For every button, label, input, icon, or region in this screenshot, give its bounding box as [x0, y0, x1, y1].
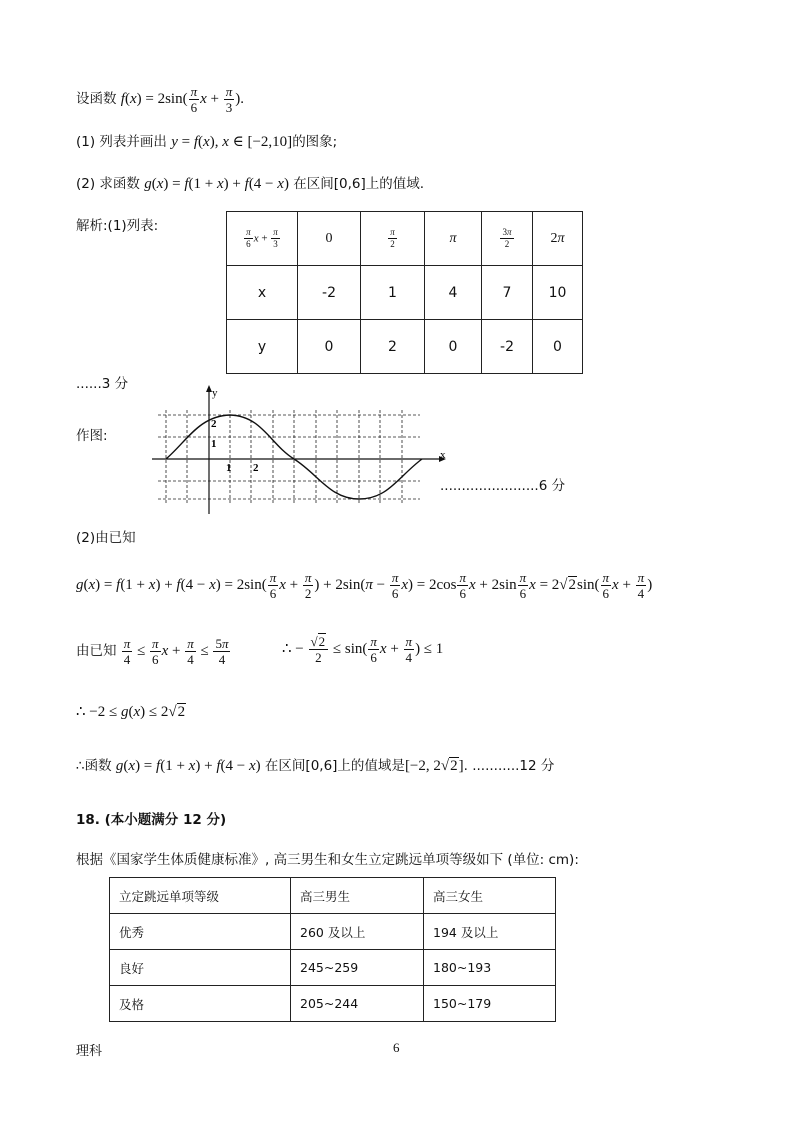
tick-y-2: 2: [211, 418, 217, 430]
part1-suffix: 的图象;: [292, 134, 338, 150]
table-cell: 245~259: [291, 950, 424, 986]
y-value: 0: [425, 320, 482, 374]
table-cell: 194 及以上: [424, 914, 556, 950]
intro-line: [76, 84, 244, 115]
table-row: [227, 266, 583, 320]
sine-graph: [152, 382, 452, 517]
row-y-label: y: [227, 320, 298, 374]
footer-subject: 理科: [76, 1043, 103, 1058]
part2-prefix: (2) 求函数: [76, 176, 140, 192]
function-definition: f(x) = 2sin( $\frac{\pi}{6}$ x + $\frac{\pi}{3}$ ).: [120, 84, 245, 115]
phase-cell-two-pi: 2π: [533, 212, 583, 266]
part2-line: [76, 172, 424, 193]
part1-formula: y = f(x), x ∈ [−2,10]: [171, 134, 293, 150]
final-mid: 在区间[0,6]上的值域是: [264, 758, 405, 774]
table-row: [227, 320, 583, 374]
table-row: [110, 914, 556, 950]
known-prefix: 由已知: [76, 642, 117, 659]
table-row: [227, 212, 583, 266]
table-cell: 205~244: [291, 986, 424, 1022]
header-cell: 立定跳远单项等级: [110, 878, 291, 914]
part1-prefix: (1) 列表并画出: [76, 134, 167, 150]
table-cell: 及格: [110, 986, 291, 1022]
score-6: .......................6 分: [440, 478, 566, 494]
table-row: [110, 986, 556, 1022]
g-derivation: g(x) = f(1 + x) + f(4 − x) = 2sin( $\frac{\pi}{6}$ x + $\frac{\pi}{2}$ ) + 2sin(π − $\frac{\pi}{6}$ x) = 2cos $\frac{\pi}{6}$ x + 2sin $\frac{\pi}{6}$ x = 2√2sin( $\frac{\pi}{6}$ x + $\frac{\pi}{4}$ ): [76, 570, 653, 601]
row-x-label: x: [227, 266, 298, 320]
table-row: [110, 878, 556, 914]
axis-label-x: x: [440, 449, 446, 461]
final-answer-line: [76, 754, 554, 775]
tick-x-1: 1: [226, 462, 232, 474]
part1-line: [76, 130, 337, 151]
standards-table: [109, 877, 556, 1022]
part2-intro: (2)由已知: [76, 530, 136, 546]
table-cell: 260 及以上: [291, 914, 424, 950]
score-3: ......3 分: [76, 376, 129, 392]
phase-cell-0: 0: [298, 212, 361, 266]
phase-header-cell: $\frac{\pi}{6}$ x + $\frac{\pi}{3}$: [227, 212, 298, 266]
tick-y-1: 1: [211, 438, 217, 450]
solution-label-table: 解析:(1)列表:: [76, 218, 159, 234]
x-value: -2: [298, 266, 361, 320]
sin-inequality: ∴ − $\frac{√2}{2}$ ≤ sin( $\frac{\pi}{6}$ x + $\frac{\pi}{4}$ ) ≤ 1: [282, 634, 444, 665]
table-cell: 优秀: [110, 914, 291, 950]
q18-intro: 根据《国家学生体质健康标准》, 高三男生和女生立定跳远单项等级如下 (单位: cm):: [76, 852, 579, 868]
part2-mid: 在区间[0,6]上的值域.: [293, 176, 425, 192]
y-value: -2: [482, 320, 533, 374]
y-value: 0: [298, 320, 361, 374]
score-12: . ...........12 分: [463, 758, 555, 774]
y-value: 2: [361, 320, 425, 374]
y-value: 0: [533, 320, 583, 374]
x-value: 7: [482, 266, 533, 320]
table-cell: 良好: [110, 950, 291, 986]
phase-inequality: $\frac{\pi}{4}$ ≤ $\frac{\pi}{6}$ x + $\frac{\pi}{4}$ ≤ $\frac{5\pi}{4}$: [123, 636, 229, 667]
page-number: 6: [393, 1040, 400, 1055]
table-row: [110, 950, 556, 986]
header-cell: 高三女生: [424, 878, 556, 914]
solution-label-graph: 作图:: [76, 428, 108, 444]
tick-x-2: 2: [253, 462, 259, 474]
final-range: [−2, 2√2]: [404, 758, 464, 774]
part2-formula: g(x) = f(1 + x) + f(4 − x): [144, 176, 289, 192]
table-cell: 150~179: [424, 986, 556, 1022]
phase-cell-half-pi: $\frac{\pi}{2}$: [361, 212, 425, 266]
header-cell: 高三男生: [291, 878, 424, 914]
q18-heading: 18. (本小题满分 12 分): [76, 812, 227, 828]
intro-prefix: 设函数: [76, 90, 117, 107]
g-range-inequality: ∴ −2 ≤ g(x) ≤ 2√2: [76, 704, 186, 720]
x-value: 1: [361, 266, 425, 320]
grid-lines: [158, 410, 420, 504]
phase-cell-pi: π: [425, 212, 482, 266]
value-table: [226, 211, 583, 374]
x-value: 4: [425, 266, 482, 320]
final-prefix: ∴函数: [76, 758, 112, 774]
final-formula: g(x) = f(1 + x) + f(4 − x): [115, 758, 261, 774]
axis-label-y: y: [212, 387, 218, 399]
table-cell: 180~193: [424, 950, 556, 986]
known-range-line: [76, 636, 231, 667]
phase-cell-three-half-pi: $\frac{3\pi}{2}$: [482, 212, 533, 266]
x-value: 10: [533, 266, 583, 320]
